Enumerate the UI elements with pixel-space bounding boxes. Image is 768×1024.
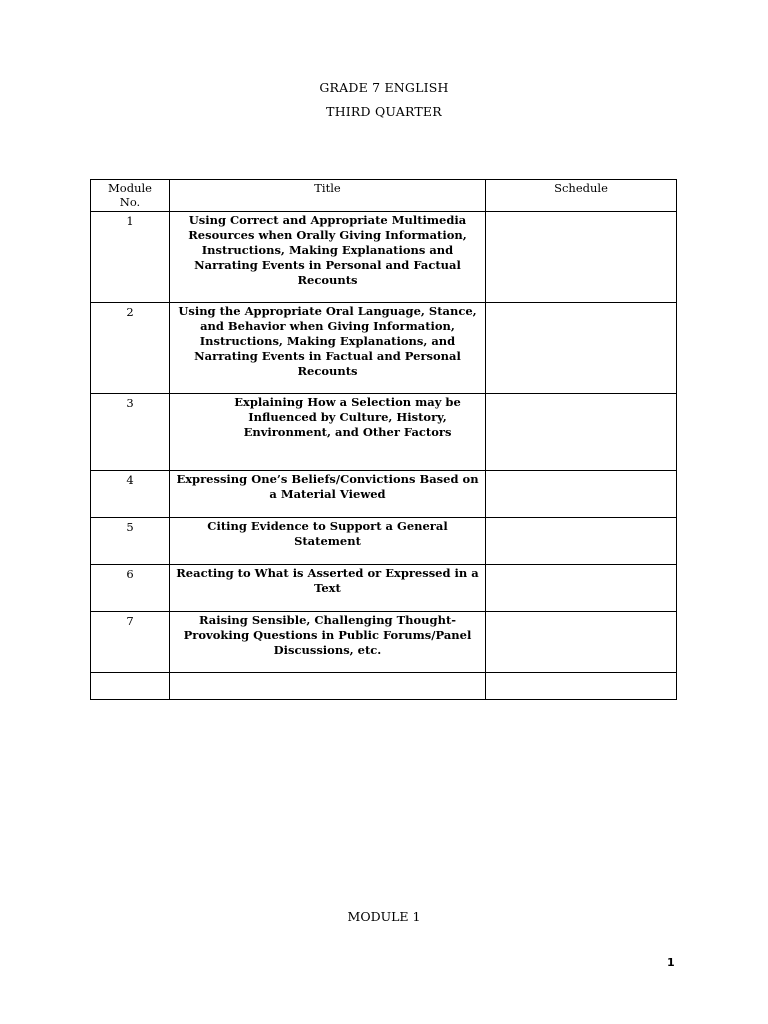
- module-schedule-table: [90, 179, 677, 700]
- module-title-cell: Reacting to What is Asserted or Expressed in a Text: [170, 565, 486, 612]
- schedule-cell: [486, 612, 677, 673]
- module-number-cell: 1: [91, 212, 170, 303]
- module-number-cell: 2: [91, 303, 170, 394]
- module-title-cell: Using the Appropriate Oral Language, Stance, and Behavior when Giving Information, Instructions, Making Explanations, and Narrating Events in Factual and Personal Recounts: [170, 303, 486, 394]
- schedule-cell: [486, 303, 677, 394]
- module-label: MODULE 1: [347, 909, 421, 924]
- module-number-cell: 4: [91, 471, 170, 518]
- column-header-title: Title: [170, 180, 486, 212]
- module-title-cell: Expressing One’s Beliefs/Convictions Based on a Material Viewed: [170, 471, 486, 518]
- table-row: [91, 518, 677, 565]
- module-title-cell: Using Correct and Appropriate Multimedia Resources when Orally Giving Information, Instructions, Making Explanations and Narrating Events in Personal and Factual Recounts: [170, 212, 486, 303]
- module-title-cell: [170, 673, 486, 700]
- table-row: [91, 471, 677, 518]
- document-heading-quarter: THIRD QUARTER: [326, 104, 442, 119]
- module-number-cell: [91, 673, 170, 700]
- table-row: [91, 212, 677, 303]
- schedule-cell: [486, 394, 677, 471]
- module-title-cell: Explaining How a Selection may be Influenced by Culture, History, Environment, and Other Factors: [170, 394, 486, 471]
- schedule-cell: [486, 673, 677, 700]
- table-row: [91, 612, 677, 673]
- module-number-cell: 7: [91, 612, 170, 673]
- module-number-cell: 6: [91, 565, 170, 612]
- table-row: [91, 394, 677, 471]
- module-number-cell: 3: [91, 394, 170, 471]
- schedule-cell: [486, 518, 677, 565]
- column-header-schedule: Schedule: [486, 180, 677, 212]
- table-row: [91, 303, 677, 394]
- table-row: [91, 565, 677, 612]
- document-heading-grade: GRADE 7 ENGLISH: [319, 80, 449, 95]
- module-title-cell: Citing Evidence to Support a General Statement: [170, 518, 486, 565]
- table-row: [91, 673, 677, 700]
- table-header-row: [91, 180, 677, 212]
- schedule-cell: [486, 471, 677, 518]
- schedule-cell: [486, 565, 677, 612]
- module-number-cell: 5: [91, 518, 170, 565]
- module-title-cell: Raising Sensible, Challenging Thought-Provoking Questions in Public Forums/Panel Discussions, etc.: [170, 612, 486, 673]
- page-number: 1: [667, 956, 675, 969]
- schedule-cell: [486, 212, 677, 303]
- column-header-module-no: Module No.: [91, 180, 170, 212]
